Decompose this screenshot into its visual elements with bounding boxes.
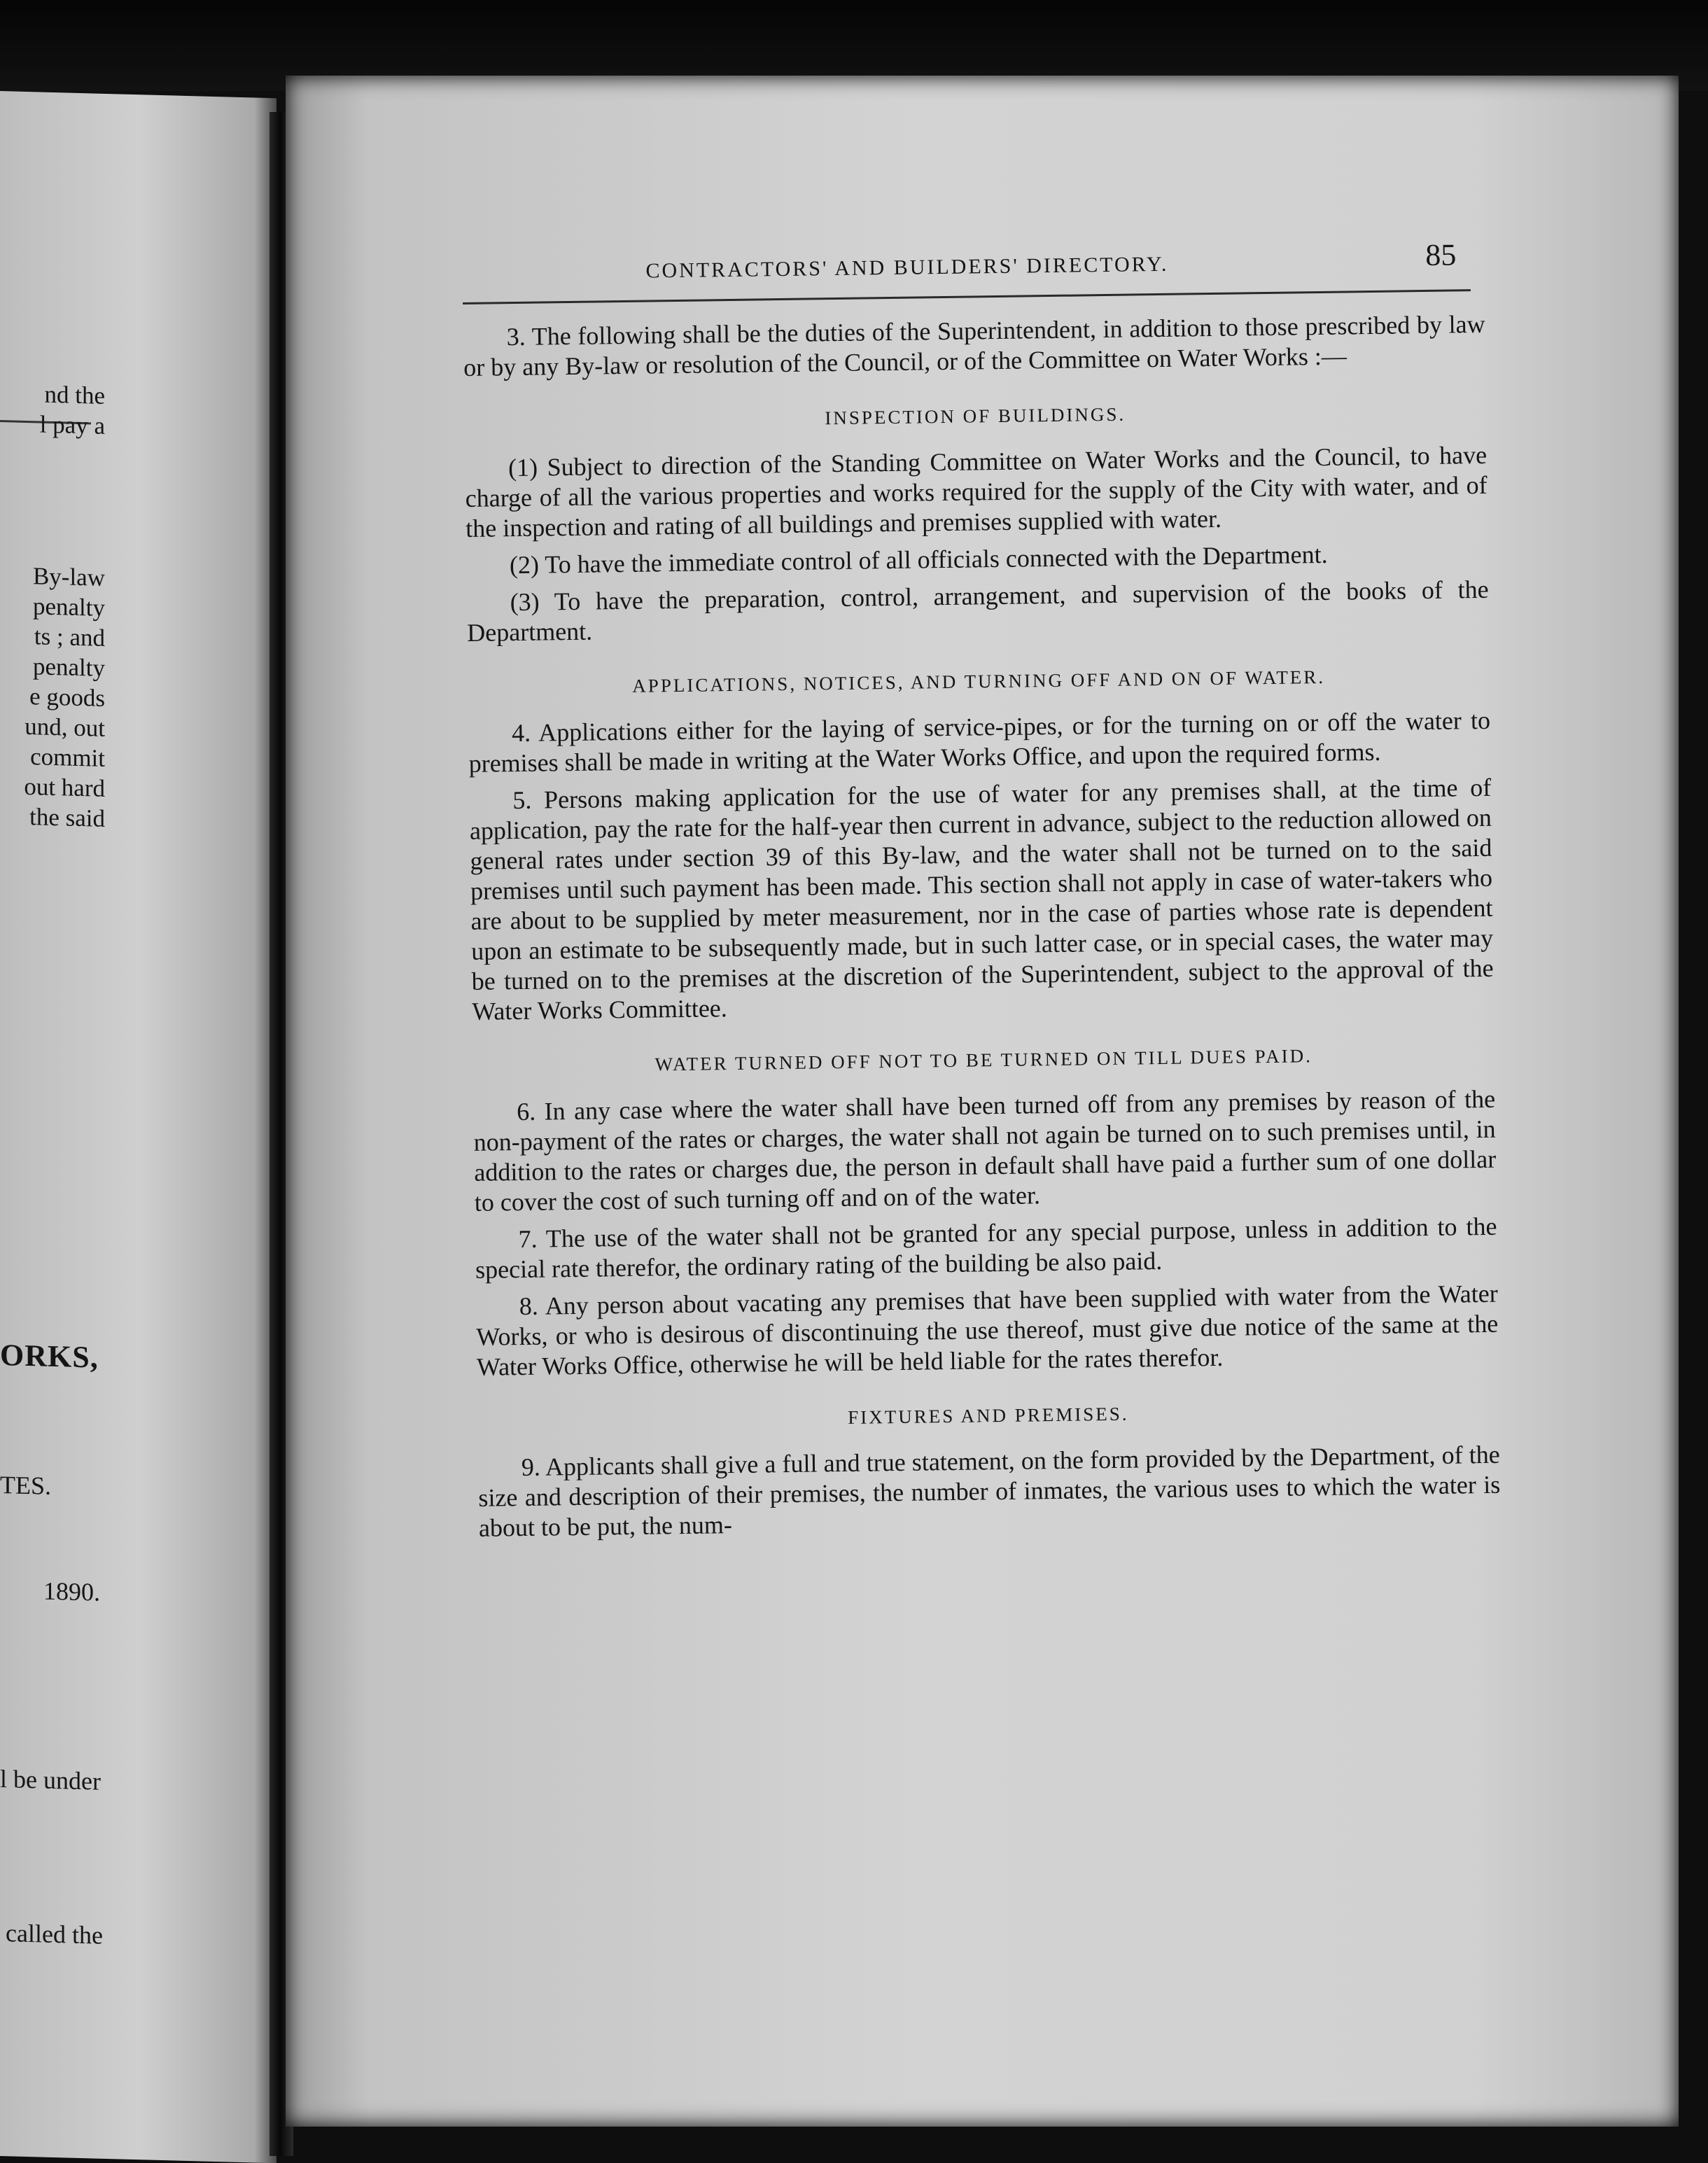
left-line: und, out [24,712,105,742]
page-number: 85 [1424,237,1457,272]
heading-fixtures: FIXTURES AND PREMISES. [848,1403,1129,1428]
left-line: nd the [44,380,105,410]
section-5: 5. Persons making application for the use of water for any premises shall, at the time of application, pay the rate for the half-year then current in advance, subject to the reduction allowed on general rates under section 39 of this By-law, and the water shall not be turned on to the said premises until such payment has been made. This section shall not apply in case of water-takers who are about to be supplied by meter measurement, nor in the case of parties whose rate is dependent upon an estimate to be subsequently made, but in such latter case, or in special cases, the water may be turned on to the premises at the discretion of the Superintendent, subject to the approval of the Water Works Committee. [469,773,1494,1026]
left-page [0,91,276,2163]
section-3-2: (2) To have the immediate control of all officials connected with the Department. [509,540,1328,580]
left-line: e goods [29,682,105,712]
section-9: 9. Applicants shall give a full and true statement, on the form provided by the Department, of the size and description of their premises, the number of inmates, the various uses to which the water is about to be put, the num- [478,1440,1501,1542]
left-line: penalty [32,592,105,622]
heading-applications: APPLICATIONS, NOTICES, AND TURNING OFF AND ON OF WATER. [632,666,1326,696]
left-page-line: l be under [0,1765,101,1795]
heading-dues: WATER TURNED OFF NOT TO BE TURNED ON TILL DUES PAID. [654,1045,1313,1075]
left-line: out hard [24,772,105,802]
section-8: 8. Any person about vacating any premises that have been supplied with water from the Water Works, or who is desirous of discontinuing the use thereof, must give due notice of the same at the Water Works Office, otherwise he will be held liable for the rates therefor. [476,1279,1499,1381]
left-line: commit [30,743,105,772]
section-6: 6. In any case where the water shall have been turned off from any premises by reason of the non-payment of the rates or charges, the water shall not again be turned on to such premises until, in addition to the rates or charges due, the person in default shall have paid a further sum of one dollar to cover the cost of such turning off and on of the water. [473,1084,1497,1217]
section-3-1: (1) Subject to direction of the Standing Committee on Water Works and the Council, to have charge of all the various properties and works required for the supply of the City with water, and of the inspection and rating of all buildings and premises supplied with water. [465,440,1488,542]
left-page-lines-top [0,378,105,441]
page-content [462,233,1501,1550]
section-7: 7. The use of the water shall not be granted for any special purpose, unless in addition to the special rate therefor, the ordinary rating of the building be also paid. [475,1212,1497,1284]
running-head-title: CONTRACTORS' AND BUILDERS' DIRECTORY. [645,252,1169,283]
left-line: the said [29,803,105,832]
left-line: By-law [32,562,105,592]
left-page-line: called the [6,1919,103,1949]
section-4: 4. Applications either for the laying of service-pipes, or for the turning on or off the water to premises shall be made in writing at the Water Works Office, and upon the required forms. [468,706,1491,778]
left-line: penalty [32,652,105,682]
left-page-subheading: TES. [0,1471,52,1500]
heading-inspection: INSPECTION OF BUILDINGS. [825,403,1126,429]
header-rule [463,289,1471,304]
left-line: ts ; and [34,622,105,652]
section-3: 3. The following shall be the duties of the Superintendent, in addition to those prescribed by law or by any By-law or resolution of the Council, or of the Committee on Water Works :— [463,309,1485,382]
left-page-heading: ORKS, [0,1338,99,1375]
left-page-lines-mid [0,560,105,834]
left-page-year: 1890. [43,1576,100,1606]
section-3-3: (3) To have the preparation, control, arrangement, and supervision of the books of the Department. [466,575,1489,647]
left-line: l pay a [39,410,105,440]
